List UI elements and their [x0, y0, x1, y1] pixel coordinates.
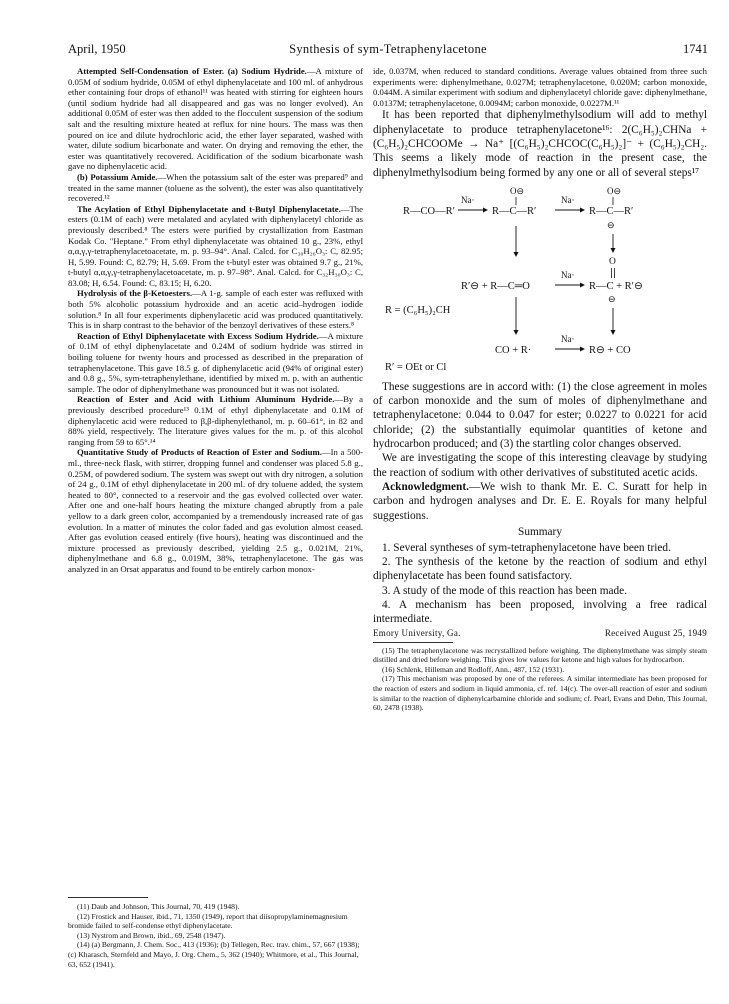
section-head: Quantitative Study of Products of Reaction of Ester and Sodium. [77, 447, 322, 458]
paragraph-investigating: We are investigating the scope of this interesting cleavage by studying the reaction of sodium with other derivatives of substituted acetic acids. [373, 452, 707, 479]
section-head: The Acylation of Ethyl Diphenylacetate and t-Butyl Diphenylacetate. [77, 203, 341, 214]
paragraph-text: —A 1-g. sample of each ester was refluxed with both 5% alcoholic potassium hydroxide and an acetic acid–hydrogen iodide solution.⁸ In all four experiments diphenylacetic acid was produced quantitatively. This is in sharp contrast to the behavior of the benzoyl derivatives of these esters.⁸ [68, 288, 363, 331]
summary-item-3: 3. A study of the mode of this reaction has been made. [382, 584, 628, 597]
right-column [373, 66, 707, 713]
paragraph-lithium-aluminum-hydride [68, 394, 363, 447]
scheme-arrowhead [580, 207, 585, 212]
paragraph-continued: ide, 0.037M, when reduced to standard conditions. Average values obtained from three such experiments were: diphenylmethane, 0.027M; tetraphenylacetone, 0.020M; carbon monoxide, 0.044M. A similar experiment with sodium and diphenylacetyl chloride gave: diphenylmethane, 0.0137M; tetraphenylacetone, 0.0094M; carbon monoxide, 0.0227M.¹¹ [373, 66, 707, 108]
scheme-arrowhead [611, 248, 616, 253]
paragraph-text: —A mixture of 0.1M of ethyl diphenylacetate and 0.24M of sodium hydride was stirred in boiling toluene for twenty hours and processed as described in the preparation of tetraphenylacetone. This gave 18.5 g. of diphenylacetic acid (94% of original ester) and 0.8 g., 5%, sym-tetraphenylethane, identified by mixed m. p. with an authentic sample. The odor of diphenylmethane was pronounced but it was not isolated. [68, 330, 363, 394]
scheme-na-label: Na· [561, 333, 575, 344]
footnote-15: (15) The tetraphenylacetone was recrystallized before weighing. The diphenylmethane was simply steam distilled and dried before weighing. This gives low values for ketone and high values for hydrocarbon. [373, 645, 707, 665]
left-column [68, 66, 363, 575]
scheme-r-definition: R = (C₆H₅)₂CH [385, 304, 451, 316]
scheme-arrowhead [580, 346, 585, 351]
paragraph-text: —The esters (0.1M of each) were metalated and acylated with diphenylacetyl chloride as previously described.⁸ The esters were purified by crystallization from Eastman Kodak Co. "Heptane." From ethyl diphenylacetate was obtained 10 g., 23%, ethyl α,α,γ,γ-tetraphenylacetoacetate, m. p. 93–94°. Anal. Calcd. for C₃₀H₂₆O₃: C, 82.95; H, 5.99. Found: C, 82.79; H, 5.69. From the t-butyl ester was obtained 9.7 g., 21%, t-butyl α,α,γ,γ-tetraphenylacetoacetate, m. p. 97–98°. Anal. Calcd. for C₃₂H₃₀O₃: C, 83.08; H, 6.54. Found: C, 83.15; H, 6.20. [68, 203, 363, 288]
ack-head: Acknowledgment. [382, 480, 469, 493]
paragraph-quantitative-study [68, 447, 363, 574]
footnote-rule-right [373, 642, 453, 643]
received-date: Received August 25, 1949 [604, 627, 707, 638]
header-date: April, 1950 [68, 42, 126, 56]
scheme-row3-left: CO + R· [495, 344, 532, 356]
section-head: Attempted Self-Condensation of Ester. (a) Sodium Hydride. [77, 66, 307, 76]
paragraph-text: —By a previously described procedure¹³ 0.1M of ethyl diphenylacetate and 0.1M of diphenylacetic acid were reduced to β,β-diphenylethanol, m. p. 60–61°, in 82 and 88% yield, respectively. The literature gives values for the m. p. of this alcohol ranging from 59 to 65°.¹⁴ [68, 394, 363, 447]
footnotes-left [68, 902, 363, 969]
footnote-14: (14) (a) Bergmann, J. Chem. Soc., 413 (1936); (b) Tellegen, Rec. trav. chim., 57, 667 (1938); (c) Kharasch, Sternfeld and Mayo, J. Org. Chem., 5, 362 (1940); Whitmore, et al., This Journal, 63, 652 (1941). [68, 940, 360, 969]
scheme-arrowhead [483, 207, 488, 212]
scheme-arrowhead [611, 330, 616, 335]
footnotes-right [373, 646, 707, 713]
section-head: Reaction of Ester and Acid with Lithium Aluminum Hydride. [77, 394, 335, 405]
section-head: Hydrolysis of the β-Ketoesters. [77, 288, 193, 299]
footnote-13: (13) Nystrom and Brown, ibid., 69, 2548 (1947). [77, 930, 226, 940]
paragraph-text: —In a 500-ml., three-neck flask, with stirrer, dropping funnel and condenser was placed 5.8 g., 0.25M, of powdered sodium. The system was swept out with dry nitrogen, a solution of 24 g., 0.1M of ethyl diphenylacetate in 200 ml. of dry toluene added, the system heated to 80°, connected to a reservoir and the gas evolved collected over water. After one and one-half hours heating the mixture changed abruptly from a pale yellow to a dark green color, accompanied by a tremendously increased rate of gas evolution. In a matter of minutes the color faded and gas evolution almost ceased. After gas evolution ceased entirely (five hours), heating was discontinued and the mixture processed as previously described, yielding 2.5 g., 0.021M, 21%, diphenylmethane and 6.8 g., 0.019M, 38%, tetraphenylacetone. The gas was analyzed in an Orsat apparatus and found to be entirely carbon monox- [68, 447, 363, 574]
paragraph-mechanism: It has been reported that diphenylmethylsodium will add to methyl diphenylacetate to produce tetraphenylacetone¹⁶: 2(C₆H₅)₂CHNa + (C₆H₅)₂CHCOOMe → Na⁺ [(C₆H₅)₂CHCOC(C₆H₅)₂]⁻ + (C₆H₅)₂CH₂. This seems a likely mode of reaction in the present case, the diphenylmethylsodium being formed by any one or all of several steps¹⁷ [373, 109, 707, 179]
paragraph-suggestions: These suggestions are in accord with: (1) the close agreement in moles of carbon monoxide and the sum of moles of diphenylmethane and tetraphenylacetone: 0.044 to 0.047 for ester; 0.0227 to 0.0221 for acid chloride; (2) the substantially equimolar quantities of ketone and hydrocarbon produced; and (3) the startling color changes observed. [373, 380, 707, 451]
summary-item-1: 1. Several syntheses of sym-tetraphenylacetone have been tried. [382, 541, 671, 554]
paragraph-hydrolysis [68, 288, 363, 330]
scheme-na-label: Na· [561, 269, 575, 280]
ack-text: —We wish to thank Mr. E. C. Suratt for help in carbon and hydrogen analyses and Dr. E. E. Royals for many helpful suggestions. [373, 480, 707, 522]
section-head: (b) Potassium Amide. [77, 171, 158, 182]
scheme-oxide-1: O⊖ [510, 185, 525, 196]
paragraph-excess-sodium-hydride [68, 331, 363, 395]
scheme-rprime-definition: R′ = OEt or Cl [385, 361, 447, 373]
scheme-row2-right: R—C + R′⊖ [589, 280, 643, 292]
summary-item-2: 2. The synthesis of the ketone by the reaction of sodium and ethyl diphenylacetate has been found satisfactory. [373, 556, 707, 583]
scheme-reactant: R—CO—R′ [403, 205, 455, 217]
scheme-carbanion-charge: ⊖ [607, 219, 615, 230]
paragraph-text: —A mixture of 0.05M of sodium hydride, 0.05M of ethyl diphenylacetate and 100 ml. of anhydrous ether containing four drops of ethanol¹¹ was heated with stirring for eighteen hours (until sodium hydride had all disappeared and gas was no longer evolved). An additional 0.05M of ester was then added to the flocculent suspension of the sodium salt and the resulting mixture heated at reflux for nine hours. The mass was then poured on ice and dilute hydrochloric acid, the ether layer separated, washed with water, dilute sodium bicarbonate and water. On drying and removing the ether, the ester was quantitatively recovered. Acidification of the sodium bicarbonate wash gave no diphenylacetic acid. [68, 66, 363, 172]
scheme-intermediate-1: R—C—R′ [492, 205, 537, 217]
scheme-na-label: Na· [461, 194, 475, 205]
footnote-11: (11) Daub and Johnson, This Journal, 70, 419 (1948). [77, 902, 240, 911]
summary-item-4: 4. A mechanism has been proposed, involving a free radical intermediate. [373, 599, 707, 626]
footnote-16: (16) Schlenk, Hilleman and Rodloff, Ann., 487, 152 (1931). [382, 664, 565, 674]
scheme-row3-right: R⊖ + CO [589, 344, 631, 356]
scheme-na-label: Na· [561, 194, 575, 205]
scheme-carbanion-charge: ⊖ [608, 293, 616, 304]
reaction-scheme [373, 182, 707, 378]
scheme-arrowhead [514, 330, 519, 335]
header-title: Synthesis of sym-Tetraphenylacetone [289, 42, 487, 56]
footnote-12: (12) Frostick and Hauser, ibid., 71, 1350 (1949), report that diisopropylaminemagnesium bromide failed to self-condense ethyl diphenylacetate. [68, 911, 348, 931]
footnote-17: (17) This mechanism was proposed by one of the referees. A similar intermediate has been proposed for the reaction of esters and sodium in liquid ammonia, cf. ref. 14(c). The over-all reaction of ester and sodium is similar to the reaction of diphenylcarbamine chloride and sodium; cf. Pearl, Evans and Dehn, This Journal, 60, 2478 (1938). [373, 674, 707, 713]
paragraph-self-condensation [68, 66, 363, 172]
running-header [68, 42, 708, 58]
scheme-oxygen: O [609, 256, 616, 267]
paragraph-potassium-amide [68, 172, 363, 204]
section-head: Reaction of Ethyl Diphenylacetate with Excess Sodium Hydride. [77, 330, 319, 341]
reaction-scheme-svg [373, 182, 707, 378]
scheme-arrowhead [580, 282, 585, 287]
affiliation: Emory University, Ga. [373, 627, 461, 638]
page-number: 1741 [683, 42, 708, 56]
scheme-intermediate-2: R—C—R′ [589, 205, 634, 217]
signature-line [373, 628, 707, 638]
scheme-oxide-2: O⊖ [607, 185, 622, 196]
paragraph-acknowledgment [373, 480, 707, 523]
scheme-row2-left: R′⊖ + R—C═O [461, 280, 530, 292]
scheme-arrowhead [514, 252, 519, 257]
paragraph-text: —When the potassium salt of the ester was prepared⁹ and treated in the same manner (toluene as the solvent), the ester was also quantitatively recovered.¹² [68, 171, 363, 204]
paragraph-acylation [68, 204, 363, 289]
summary-title: Summary [518, 525, 562, 538]
footnote-rule [68, 897, 148, 898]
